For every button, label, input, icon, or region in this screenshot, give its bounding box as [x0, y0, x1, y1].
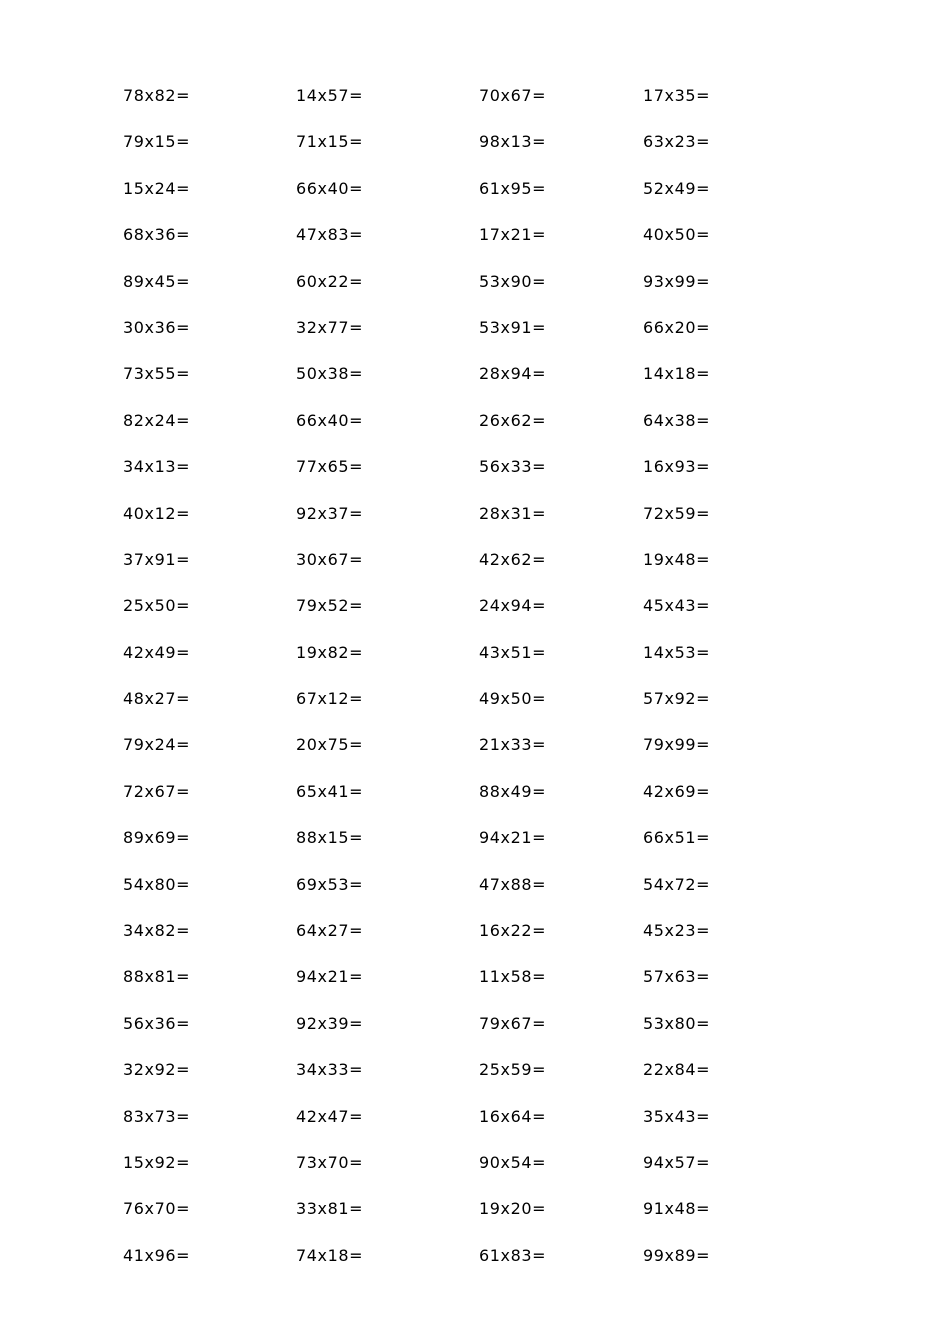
- multiplication-problem: 66x40=: [296, 178, 364, 198]
- multiplication-problem: 70x67=: [479, 86, 547, 105]
- multiplication-problem: 68x36=: [123, 225, 191, 245]
- multiplication-problem: 14x18=: [643, 364, 711, 384]
- multiplication-problem: 79x52=: [296, 596, 364, 616]
- multiplication-problem: 33x81=: [296, 1199, 364, 1219]
- multiplication-problem: 67x12=: [296, 689, 364, 709]
- multiplication-problem: 94x21=: [479, 828, 547, 848]
- multiplication-problem: 47x88=: [479, 874, 547, 894]
- multiplication-problem: 60x22=: [296, 271, 364, 291]
- multiplication-problem: 94x21=: [296, 967, 364, 987]
- problem-row: [123, 1197, 823, 1243]
- multiplication-problem: 28x94=: [479, 364, 547, 384]
- multiplication-problem: 82x24=: [123, 410, 191, 430]
- problem-row: [123, 919, 823, 965]
- multiplication-problem: 72x59=: [643, 503, 711, 523]
- multiplication-problem: 16x22=: [479, 921, 547, 941]
- multiplication-problem: 53x91=: [479, 317, 547, 337]
- multiplication-problem: 17x35=: [643, 86, 711, 105]
- problem-row: [123, 826, 823, 872]
- multiplication-problem: 66x40=: [296, 410, 364, 430]
- multiplication-problem: 92x37=: [296, 503, 364, 523]
- multiplication-problem: 47x83=: [296, 225, 364, 245]
- problem-row: [123, 1244, 823, 1290]
- multiplication-problem: 42x69=: [643, 781, 711, 801]
- multiplication-problem: 19x48=: [643, 549, 711, 569]
- multiplication-problem: 88x81=: [123, 967, 191, 987]
- multiplication-problem: 77x65=: [296, 457, 364, 477]
- multiplication-problem: 42x49=: [123, 642, 191, 662]
- multiplication-problem: 34x82=: [123, 921, 191, 941]
- multiplication-problem: 74x18=: [296, 1245, 364, 1265]
- multiplication-problem: 79x24=: [123, 735, 191, 755]
- multiplication-problem: 90x54=: [479, 1152, 547, 1172]
- multiplication-problem: 91x48=: [643, 1199, 711, 1219]
- multiplication-problem: 52x49=: [643, 178, 711, 198]
- multiplication-problem: 72x67=: [123, 781, 191, 801]
- problem-row: [123, 641, 823, 687]
- problem-row: [123, 594, 823, 640]
- problem-row: [123, 177, 823, 223]
- multiplication-problem: 26x62=: [479, 410, 547, 430]
- multiplication-problem: 30x67=: [296, 549, 364, 569]
- multiplication-problem: 25x50=: [123, 596, 191, 616]
- multiplication-problem: 45x23=: [643, 921, 711, 941]
- multiplication-problem: 54x72=: [643, 874, 711, 894]
- multiplication-problem: 15x92=: [123, 1152, 191, 1172]
- multiplication-problem: 32x77=: [296, 317, 364, 337]
- problem-row: [123, 362, 823, 408]
- multiplication-problem: 61x83=: [479, 1245, 547, 1265]
- multiplication-problem: 19x82=: [296, 642, 364, 662]
- multiplication-problem: 53x80=: [643, 1013, 711, 1033]
- multiplication-problem: 15x24=: [123, 178, 191, 198]
- multiplication-problem: 92x39=: [296, 1013, 364, 1033]
- multiplication-problem: 64x38=: [643, 410, 711, 430]
- multiplication-problem: 99x89=: [643, 1245, 711, 1265]
- multiplication-problem: 89x45=: [123, 271, 191, 291]
- multiplication-problem: 63x23=: [643, 132, 711, 152]
- multiplication-problem: 66x20=: [643, 317, 711, 337]
- multiplication-problem: 35x43=: [643, 1106, 711, 1126]
- multiplication-problem: 16x64=: [479, 1106, 547, 1126]
- problem-row: [123, 873, 823, 919]
- problem-row: [123, 687, 823, 733]
- multiplication-problem: 11x58=: [479, 967, 547, 987]
- multiplication-problem: 61x95=: [479, 178, 547, 198]
- multiplication-problem: 34x33=: [296, 1060, 364, 1080]
- multiplication-problem: 66x51=: [643, 828, 711, 848]
- multiplication-problem: 79x15=: [123, 132, 191, 152]
- multiplication-problem: 30x36=: [123, 317, 191, 337]
- multiplication-problem: 41x96=: [123, 1245, 191, 1265]
- multiplication-problem: 28x31=: [479, 503, 547, 523]
- problem-row: [123, 1058, 823, 1104]
- multiplication-problem: 88x49=: [479, 781, 547, 801]
- multiplication-problem: 78x82=: [123, 86, 191, 105]
- multiplication-problem: 76x70=: [123, 1199, 191, 1219]
- multiplication-problem: 98x13=: [479, 132, 547, 152]
- multiplication-problem: 19x20=: [479, 1199, 547, 1219]
- problem-row: [123, 409, 823, 455]
- multiplication-problem: 16x93=: [643, 457, 711, 477]
- multiplication-problem: 40x50=: [643, 225, 711, 245]
- multiplication-problem: 69x53=: [296, 874, 364, 894]
- multiplication-problem: 50x38=: [296, 364, 364, 384]
- multiplication-problem: 64x27=: [296, 921, 364, 941]
- multiplication-problem: 43x51=: [479, 642, 547, 662]
- multiplication-problem: 42x47=: [296, 1106, 364, 1126]
- problem-row: [123, 502, 823, 548]
- multiplication-problem: 17x21=: [479, 225, 547, 245]
- problem-row: [123, 1151, 823, 1197]
- multiplication-problem: 34x13=: [123, 457, 191, 477]
- problem-row: [123, 1012, 823, 1058]
- multiplication-problem: 93x99=: [643, 271, 711, 291]
- problem-row: [123, 733, 823, 779]
- multiplication-problem: 48x27=: [123, 689, 191, 709]
- multiplication-problem: 24x94=: [479, 596, 547, 616]
- multiplication-problem: 88x15=: [296, 828, 364, 848]
- multiplication-problem: 57x63=: [643, 967, 711, 987]
- multiplication-problem: 56x33=: [479, 457, 547, 477]
- multiplication-problem: 49x50=: [479, 689, 547, 709]
- problem-row: [123, 84, 823, 130]
- problem-row: [123, 1105, 823, 1151]
- multiplication-problem: 73x55=: [123, 364, 191, 384]
- multiplication-worksheet: [123, 84, 823, 1290]
- problem-row: [123, 455, 823, 501]
- multiplication-problem: 25x59=: [479, 1060, 547, 1080]
- multiplication-problem: 40x12=: [123, 503, 191, 523]
- multiplication-problem: 37x91=: [123, 549, 191, 569]
- problem-row: [123, 965, 823, 1011]
- multiplication-problem: 89x69=: [123, 828, 191, 848]
- multiplication-problem: 79x67=: [479, 1013, 547, 1033]
- multiplication-problem: 71x15=: [296, 132, 364, 152]
- multiplication-problem: 53x90=: [479, 271, 547, 291]
- multiplication-problem: 14x53=: [643, 642, 711, 662]
- multiplication-problem: 83x73=: [123, 1106, 191, 1126]
- multiplication-problem: 57x92=: [643, 689, 711, 709]
- multiplication-problem: 32x92=: [123, 1060, 191, 1080]
- multiplication-problem: 14x57=: [296, 86, 364, 105]
- multiplication-problem: 73x70=: [296, 1152, 364, 1172]
- multiplication-problem: 56x36=: [123, 1013, 191, 1033]
- problem-row: [123, 780, 823, 826]
- problem-row: [123, 223, 823, 269]
- multiplication-problem: 45x43=: [643, 596, 711, 616]
- multiplication-problem: 54x80=: [123, 874, 191, 894]
- multiplication-problem: 79x99=: [643, 735, 711, 755]
- multiplication-problem: 94x57=: [643, 1152, 711, 1172]
- problem-row: [123, 548, 823, 594]
- multiplication-problem: 20x75=: [296, 735, 364, 755]
- problem-row: [123, 270, 823, 316]
- problem-row: [123, 130, 823, 176]
- multiplication-problem: 65x41=: [296, 781, 364, 801]
- problem-row: [123, 316, 823, 362]
- multiplication-problem: 42x62=: [479, 549, 547, 569]
- multiplication-problem: 22x84=: [643, 1060, 711, 1080]
- multiplication-problem: 21x33=: [479, 735, 547, 755]
